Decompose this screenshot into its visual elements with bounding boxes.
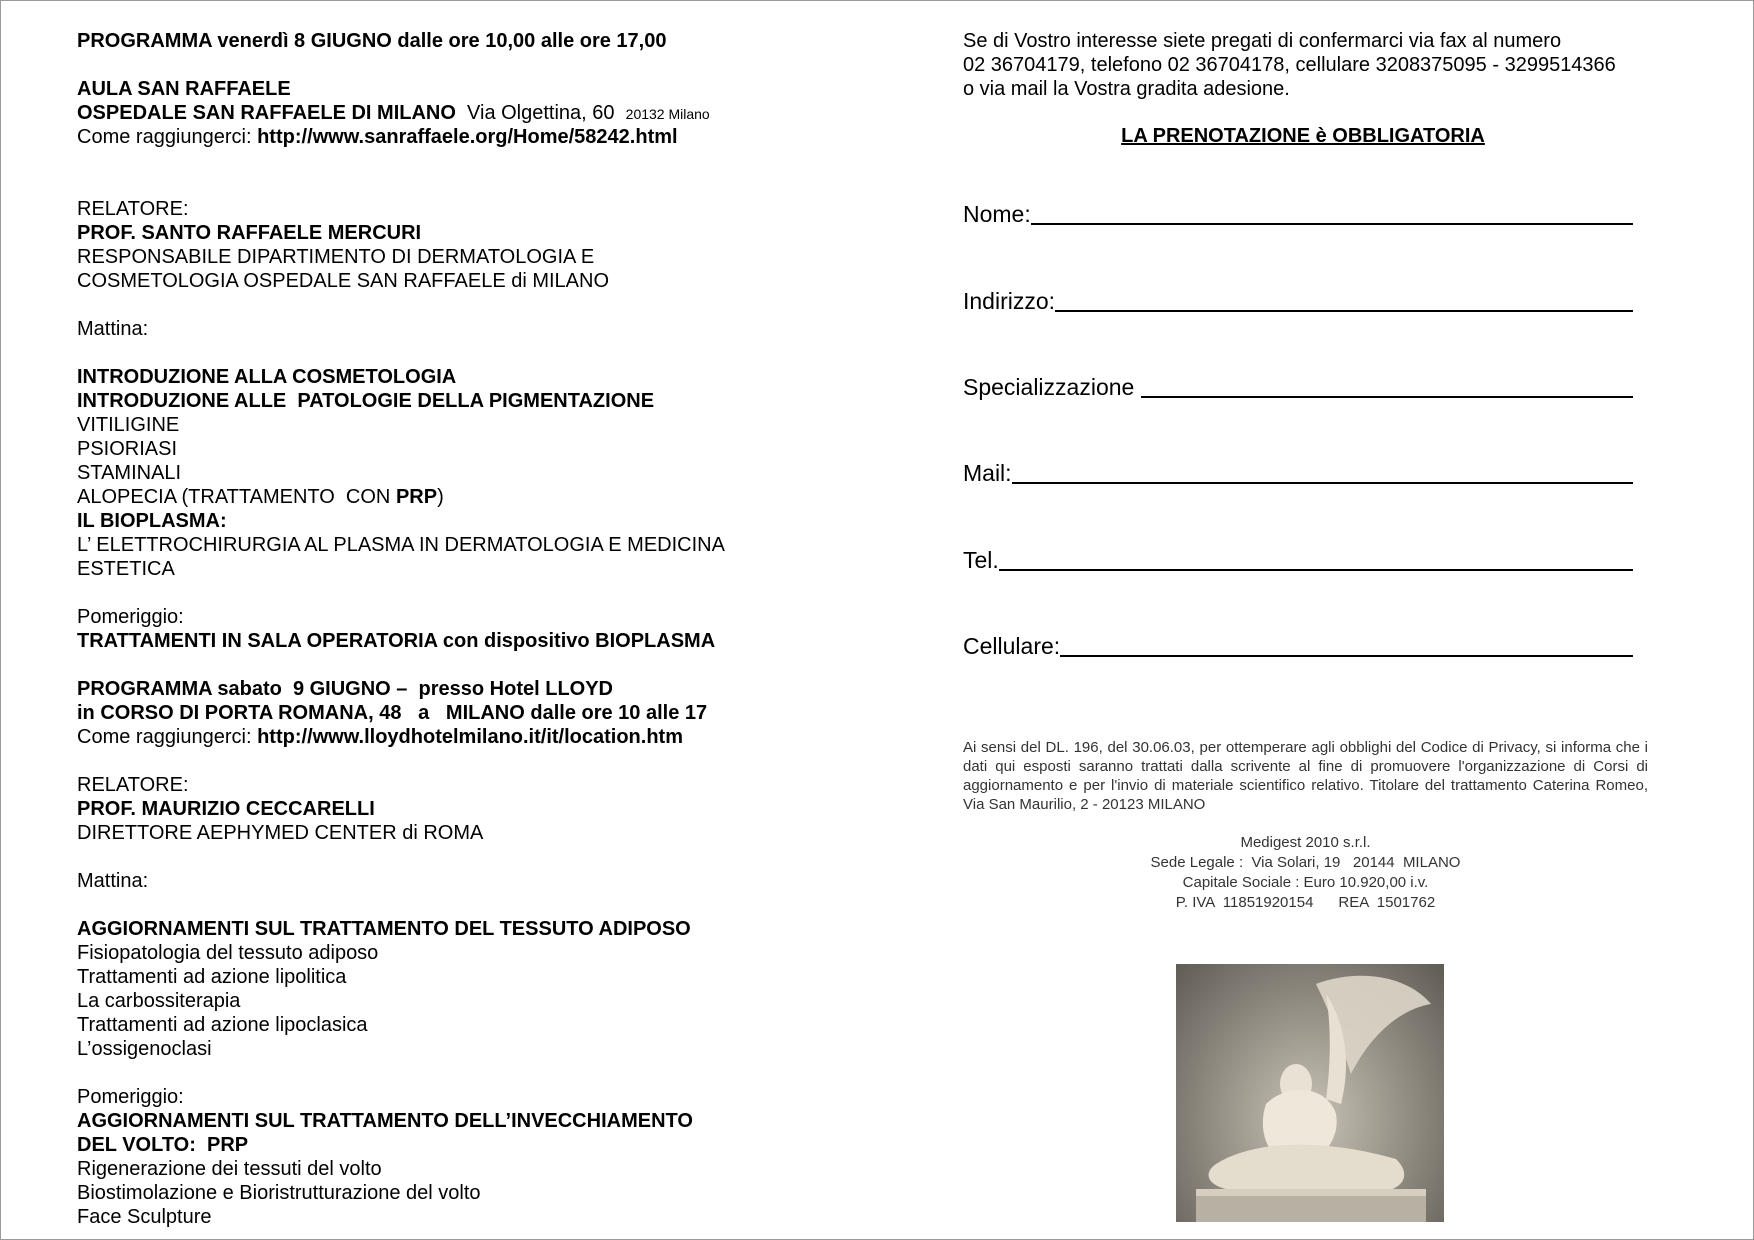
program-text: 20132 Milano: [625, 106, 710, 122]
program-line: [77, 965, 797, 989]
program-text: TRATTAMENTI IN SALA OPERATORIA con dispositivo BIOPLASMA: [77, 630, 716, 652]
program-line: [77, 461, 797, 485]
program-line: [77, 389, 797, 413]
blank-line: [77, 341, 797, 365]
program-column: [77, 29, 797, 1229]
program-line: [77, 365, 797, 389]
program-text: Come raggiungerci:: [77, 126, 258, 148]
program-text: Fisiopatologia del tessuto adiposo: [77, 942, 379, 964]
blank-line: [77, 893, 797, 917]
mail-field[interactable]: [963, 453, 1633, 487]
program-line: [77, 869, 797, 893]
program-text: Via Olgettina, 60: [455, 102, 626, 124]
privacy-notice: Ai sensi del DL. 196, del 30.06.03, per ottemperare agli obblighi del Codice di Privacy, si informa che i dati qui esposti saranno trattati dalla scrivente al fine di promuovere l'organizzazione di Corsi di aggiornamento e per l'invio di materiale scientifico relativo. Titolare del trattamento Caterina Romeo, Via San Maurilio, 2 - 20123 MILANO: [963, 739, 1648, 813]
program-line: [77, 701, 797, 725]
fill-line[interactable]: [1141, 370, 1633, 398]
program-line: [77, 197, 797, 221]
blank-line: [77, 581, 797, 605]
program-line: [77, 1205, 797, 1229]
program-line: [77, 629, 797, 653]
program-text: PROF. SANTO RAFFAELE MERCURI: [77, 222, 422, 244]
program-line: [77, 317, 797, 341]
program-text: PROGRAMMA sabato 9 GIUGNO – presso Hotel LLOYD: [77, 678, 613, 700]
company-line: Capitale Sociale : Euro 10.920,00 i.v.: [1182, 874, 1429, 891]
program-text: DEL VOLTO: PRP: [77, 1134, 249, 1156]
program-line: [77, 989, 797, 1013]
program-text: Trattamenti ad azione lipoclasica: [77, 1014, 368, 1036]
address-field[interactable]: [963, 281, 1633, 315]
program-text: http://www.lloydhotelmilano.it/it/location.htm: [257, 726, 683, 748]
blank-line: [77, 149, 797, 173]
program-text: RESPONSABILE DIPARTIMENTO DI DERMATOLOGIA E: [77, 246, 595, 268]
blank-line: [77, 293, 797, 317]
program-text: Pomeriggio:: [77, 1086, 184, 1108]
program-line: [77, 677, 797, 701]
field-label: Specializzazione: [963, 374, 1141, 400]
blank-line: [77, 53, 797, 77]
program-text: Pomeriggio:: [77, 606, 184, 628]
field-label: Mail:: [963, 460, 1012, 486]
program-line: [77, 1085, 797, 1109]
field-label: Nome:: [963, 201, 1031, 227]
intro-line: Se di Vostro interesse siete pregati di confermarci via fax al numero: [963, 30, 1562, 52]
program-line: [77, 941, 797, 965]
fill-line[interactable]: [1012, 456, 1633, 484]
program-line: [77, 605, 797, 629]
program-line: [77, 917, 797, 941]
program-text: PSIORIASI: [77, 438, 178, 460]
cupid-psyche-sculpture-icon: [1176, 964, 1444, 1222]
blank-line: [77, 845, 797, 869]
program-line: [77, 1013, 797, 1037]
program-text: COSMETOLOGIA OSPEDALE SAN RAFFAELE di MILANO: [77, 270, 610, 292]
program-line: [77, 533, 797, 557]
program-text: ALOPECIA (TRATTAMENTO CON: [77, 486, 396, 508]
fill-line[interactable]: [1055, 284, 1633, 312]
program-line: [77, 557, 797, 581]
program-text: La carbossiterapia: [77, 990, 241, 1012]
fill-line[interactable]: [1060, 629, 1633, 657]
name-field[interactable]: [963, 194, 1633, 228]
program-text: Biostimolazione e Bioristrutturazione del volto: [77, 1182, 481, 1204]
program-text: L’ossigenoclasi: [77, 1038, 212, 1060]
blank-line: [77, 749, 797, 773]
program-line: [77, 101, 797, 125]
fill-line[interactable]: [1031, 197, 1633, 225]
program-text: AGGIORNAMENTI SUL TRATTAMENTO DEL TESSUTO ADIPOSO: [77, 918, 691, 940]
field-label: Tel.: [963, 547, 999, 573]
program-line: [77, 773, 797, 797]
program-line: [77, 1109, 797, 1133]
program-text: OSPEDALE SAN RAFFAELE DI MILANO: [77, 102, 456, 124]
program-text: PROGRAMMA venerdì 8 GIUGNO dalle ore 10,00 alle ore 17,00: [77, 30, 667, 52]
program-line: [77, 821, 797, 845]
program-text: AULA SAN RAFFAELE: [77, 78, 291, 100]
program-line: [77, 509, 797, 533]
statue-photo: [1176, 964, 1444, 1222]
program-line: [77, 1157, 797, 1181]
program-text: PROF. MAURIZIO CECCARELLI: [77, 798, 375, 820]
mandatory-booking-notice: LA PRENOTAZIONE è OBBLIGATORIA: [1121, 125, 1485, 147]
program-line: [77, 77, 797, 101]
program-text: http://www.sanraffaele.org/Home/58242.html: [257, 126, 678, 148]
program-text: PRP: [395, 486, 438, 508]
program-text: INTRODUZIONE ALLE PATOLOGIE DELLA PIGMENTAZIONE: [77, 390, 655, 412]
company-line: P. IVA 11851920154 REA 1501762: [1175, 894, 1436, 911]
company-line: Sede Legale : Via Solari, 19 20144 MILANO: [1150, 854, 1461, 871]
program-line: [77, 125, 797, 149]
company-line: Medigest 2010 s.r.l.: [1240, 834, 1371, 851]
intro-line: o via mail la Vostra gradita adesione.: [963, 78, 1290, 100]
program-text: STAMINALI: [77, 462, 182, 484]
program-text: Mattina:: [77, 870, 149, 892]
field-label: Cellulare:: [963, 633, 1061, 659]
program-text: ): [437, 486, 444, 508]
program-text: RELATORE:: [77, 774, 189, 796]
phone-field[interactable]: [963, 540, 1633, 574]
program-text: VITILIGINE: [77, 414, 180, 436]
program-text: in CORSO DI PORTA ROMANA, 48 a MILANO dalle ore 10 alle 17: [77, 702, 708, 724]
program-line: [77, 485, 797, 509]
program-line: [77, 221, 797, 245]
program-line: [77, 245, 797, 269]
mobile-field[interactable]: [963, 626, 1633, 660]
program-text: ESTETICA: [77, 558, 175, 580]
program-text: RELATORE:: [77, 198, 189, 220]
program-line: [77, 1181, 797, 1205]
program-text: Trattamenti ad azione lipolitica: [77, 966, 347, 988]
company-info: [963, 833, 1648, 913]
program-text: Face Sculpture: [77, 1206, 212, 1228]
program-text: DIRETTORE AEPHYMED CENTER di ROMA: [77, 822, 484, 844]
program-text: Rigenerazione dei tessuti del volto: [77, 1158, 382, 1180]
program-text: Come raggiungerci:: [77, 726, 258, 748]
field-label: Indirizzo:: [963, 288, 1056, 314]
program-line: [77, 269, 797, 293]
program-text: AGGIORNAMENTI SUL TRATTAMENTO DELL’INVECCHIAMENTO: [77, 1110, 693, 1132]
program-line: [77, 413, 797, 437]
program-line: [77, 29, 797, 53]
program-line: [77, 797, 797, 821]
program-text: Mattina:: [77, 318, 149, 340]
fill-line[interactable]: [999, 543, 1633, 571]
program-text: L’ ELETTROCHIRURGIA AL PLASMA IN DERMATOLOGIA E MEDICINA: [77, 534, 725, 556]
blank-line: [77, 653, 797, 677]
program-text: IL BIOPLASMA:: [77, 510, 227, 532]
specialization-field[interactable]: [963, 367, 1633, 401]
program-text: INTRODUZIONE ALLA COSMETOLOGIA: [77, 366, 457, 388]
blank-line: [77, 1061, 797, 1085]
program-line: [77, 437, 797, 461]
booking-intro: [963, 29, 1663, 101]
intro-line: 02 36704179, telefono 02 36704178, cellulare 3208375095 - 3299514366: [963, 54, 1616, 76]
program-line: [77, 1037, 797, 1061]
blank-line: [77, 173, 797, 197]
program-line: [77, 725, 797, 749]
program-line: [77, 1133, 797, 1157]
